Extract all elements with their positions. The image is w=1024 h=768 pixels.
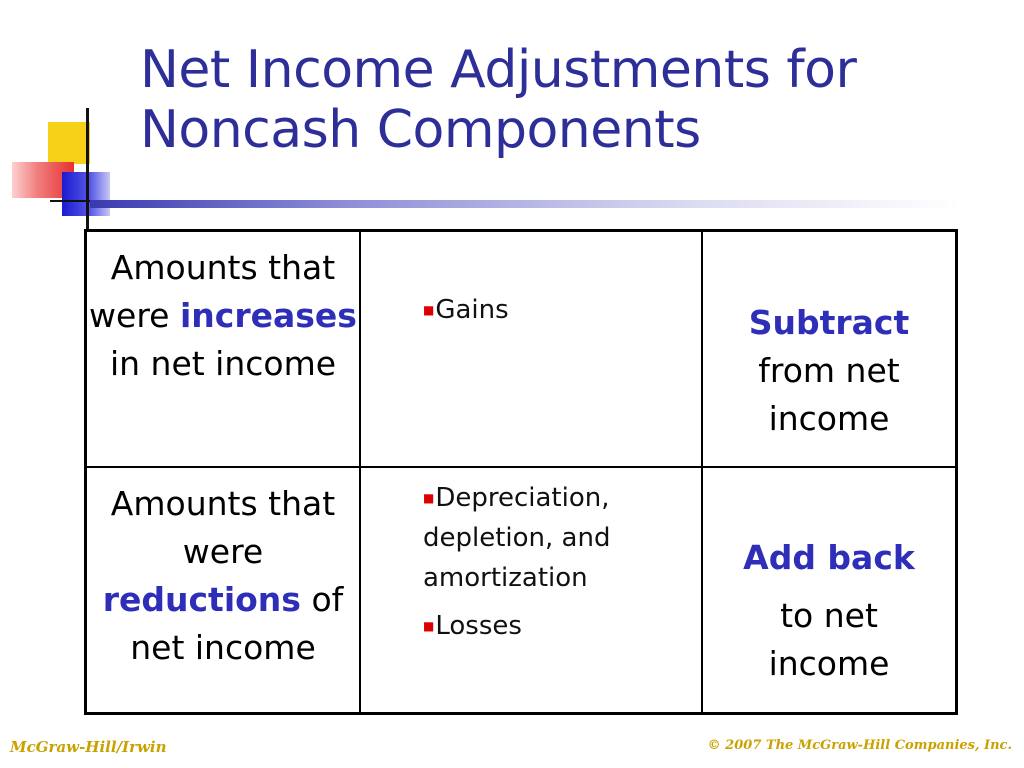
list-item [423, 606, 701, 646]
items-cell [360, 231, 702, 468]
slide-title [140, 40, 1000, 160]
action-emphasis: Subtract [748, 303, 910, 342]
action-cell [702, 231, 957, 468]
footer-copyright: © 2007 The McGraw-Hill Companies, Inc. [707, 738, 1012, 753]
adjustments-table [84, 229, 958, 715]
yellow-square-decoration [48, 122, 90, 164]
title-underline [90, 200, 960, 208]
square-bullet-icon: ■ [423, 303, 435, 317]
square-bullet-icon: ■ [423, 491, 435, 505]
category-cell [86, 231, 361, 468]
category-text-post: of net income [130, 580, 344, 667]
action-emphasis: Add back [743, 538, 915, 577]
category-text-pre: Amounts that were [89, 248, 336, 335]
category-cell [86, 467, 361, 714]
title-line-1: Net Income Adjustments for [140, 40, 857, 100]
category-emphasis: increases [179, 296, 357, 335]
category-text-pre: Amounts that were [110, 484, 336, 571]
square-bullet-icon: ■ [423, 619, 435, 633]
category-text-post: in net income [109, 344, 337, 383]
item-label: Gains [435, 295, 509, 325]
action-text: to net income [768, 596, 890, 683]
list-item [423, 478, 653, 598]
item-label: Depreciation, depletion, and amortization [423, 483, 611, 593]
horizontal-line-decoration [50, 200, 94, 202]
item-label: Losses [435, 611, 522, 641]
list-item [423, 290, 701, 330]
items-cell [360, 467, 702, 714]
category-emphasis: reductions [102, 580, 301, 619]
action-cell [702, 467, 957, 714]
table-row [86, 467, 957, 714]
table-row [86, 231, 957, 468]
title-line-2: Noncash Components [140, 100, 701, 160]
footer-publisher: McGraw-Hill/Irwin [10, 738, 167, 756]
vertical-line-decoration [86, 108, 89, 232]
action-text: from net income [758, 351, 900, 438]
